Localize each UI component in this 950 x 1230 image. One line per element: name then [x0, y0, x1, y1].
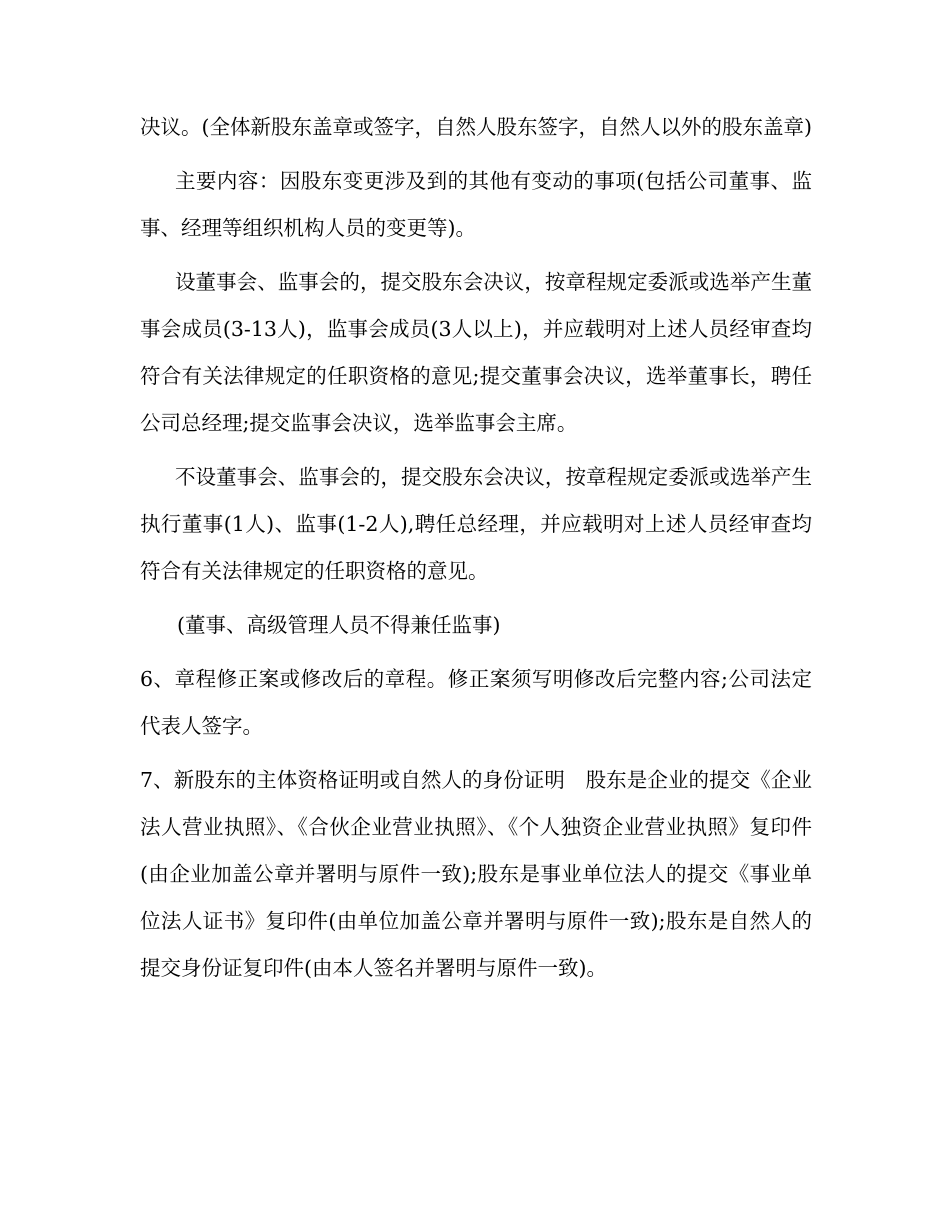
paragraph-with-board: 设董事会、监事会的，提交股东会决议，按章程规定委派或选举产生董事会成员(3-13人)，监事会成员(3人以上)，并应载明对上述人员经审查均符合有关法律规定的任职资格的意见;提交董事会决议，选举董事长，聘任公司总经理;提交监事会决议，选举监事会主席。	[140, 270, 812, 435]
paragraph-supervisor-note: (董事、高级管理人员不得兼任监事)	[177, 613, 501, 637]
paragraph-main-content: 主要内容：因股东变更涉及到的其他有变动的事项(包括公司董事、监事、经理等组织机构人员的变更等)。	[140, 169, 812, 240]
list-item-7: 7、新股东的主体资格证明或自然人的身份证明 股东是企业的提交《企业法人营业执照》、《合伙企业营业执照》、《个人独资企业营业执照》复印件(由企业加盖公章并署明与原件一致);股东是事业单位法人的提交《事业单位法人证书》复印件(由单位加盖公章并署明与原件一致);股东是自然人的提交身份证复印件(由本人签名并署明与原件一致)。	[140, 768, 812, 980]
paragraph-resolution-note: 决议。(全体新股东盖章或签字，自然人股东签字，自然人以外的股东盖章)	[140, 115, 812, 139]
paragraph-without-board: 不设董事会、监事会的，提交股东会决议，按章程规定委派或选举产生执行董事(1人)、监事(1-2人),聘任总经理，并应载明对上述人员经审查均符合有关法律规定的任职资格的意见。	[140, 465, 812, 583]
list-item-6: 6、章程修正案或修改后的章程。修正案须写明修改后完整内容;公司法定代表人签字。	[140, 667, 812, 738]
document-page	[140, 104, 812, 999]
